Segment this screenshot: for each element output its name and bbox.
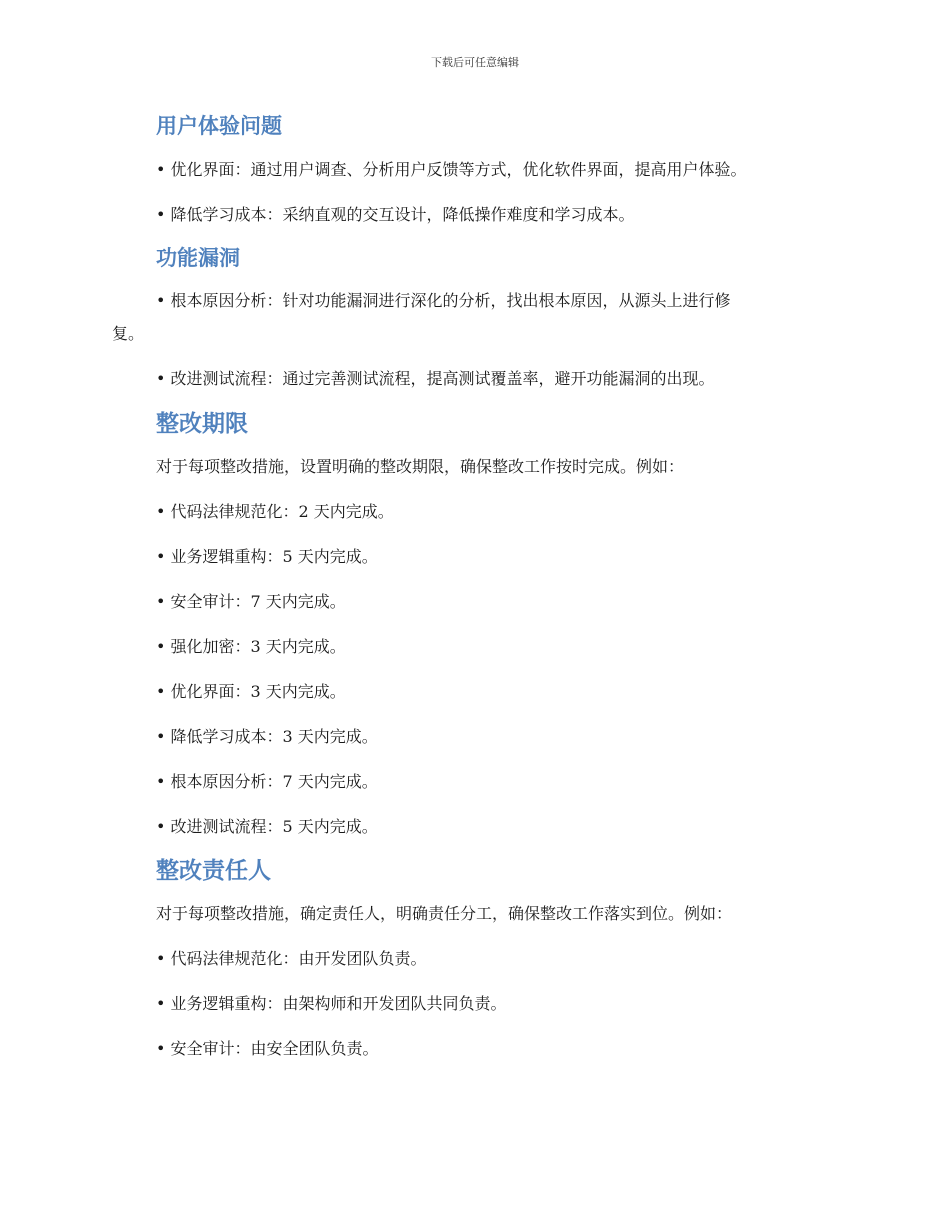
list-item: • 安全审计：7 天内完成。 xyxy=(156,591,846,613)
list-item: • 改进测试流程：通过完善测试流程，提高测试覆盖率，避开功能漏洞的出现。 xyxy=(156,368,846,390)
list-item: • 业务逻辑重构：由架构师和开发团队共同负责。 xyxy=(156,993,846,1015)
section-heading: 整改期限 xyxy=(156,411,248,437)
section-intro: 对于每项整改措施，确定责任人，明确责任分工，确保整改工作落实到位。例如： xyxy=(156,904,733,923)
list-item: • 优化界面：通过用户调查、分析用户反馈等方式，优化软件界面，提高用户体验。 xyxy=(156,159,846,181)
list-item: • 业务逻辑重构：5 天内完成。 xyxy=(156,546,846,568)
list-item: • 优化界面：3 天内完成。 xyxy=(156,681,846,703)
list-item: • 强化加密：3 天内完成。 xyxy=(156,636,846,658)
section-heading: 整改责任人 xyxy=(156,858,271,884)
section-heading: 功能漏洞 xyxy=(156,246,240,270)
section-intro: 对于每项整改措施，设置明确的整改期限，确保整改工作按时完成。例如： xyxy=(156,457,685,476)
list-item: • 降低学习成本：3 天内完成。 xyxy=(156,726,846,748)
list-item: • 改进测试流程：5 天内完成。 xyxy=(156,816,846,838)
list-item: • 安全审计：由安全团队负责。 xyxy=(156,1038,846,1060)
list-item: • 根本原因分析：7 天内完成。 xyxy=(156,771,846,793)
page-header: 下载后可任意编辑 xyxy=(431,56,519,69)
list-item: • 代码法律规范化：2 天内完成。 xyxy=(156,501,846,523)
list-item-line: • 根本原因分析：针对功能漏洞进行深化的分析，找出根本原因，从源头上进行修 xyxy=(156,290,846,312)
list-item: • 降低学习成本：采纳直观的交互设计，降低操作难度和学习成本。 xyxy=(156,204,846,226)
list-item: • 代码法律规范化：由开发团队负责。 xyxy=(156,948,846,970)
list-item-line: 复。 xyxy=(112,324,145,343)
section-heading: 用户体验问题 xyxy=(156,114,282,138)
list-item xyxy=(112,290,846,345)
document-body xyxy=(112,108,846,1060)
